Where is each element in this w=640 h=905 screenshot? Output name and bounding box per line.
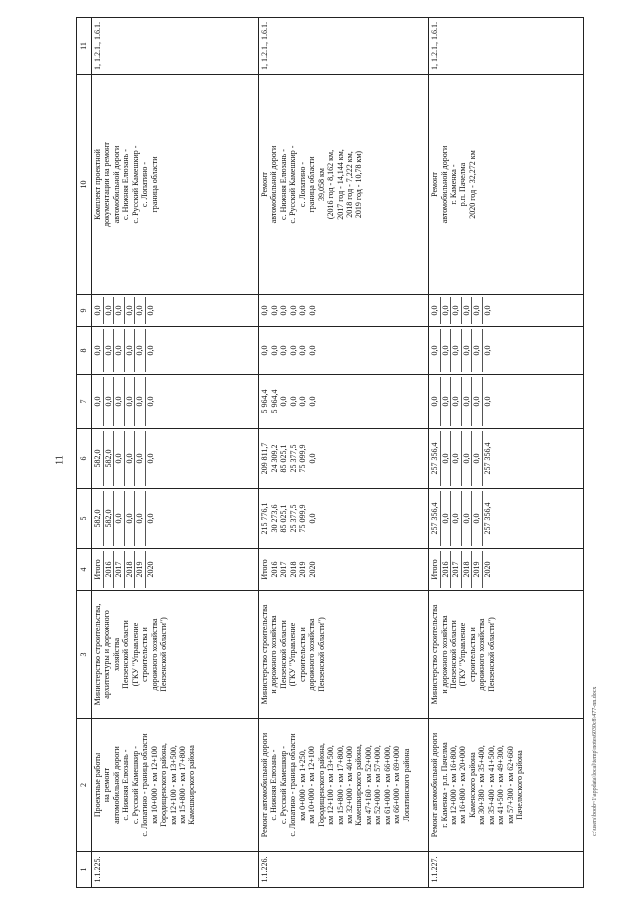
funding-value: 0,0 bbox=[462, 329, 473, 372]
funding-value: 0,0 bbox=[125, 431, 136, 486]
program-measures-table bbox=[76, 17, 584, 888]
funding-value: 0,0 bbox=[114, 377, 125, 426]
funding-value: 0,0 bbox=[472, 297, 483, 324]
funding-col5-cell bbox=[92, 489, 259, 549]
rotated-table-wrapper bbox=[76, 18, 584, 888]
funding-value: 0,0 bbox=[145, 345, 155, 356]
funding-value: 0,0 bbox=[472, 377, 483, 426]
funding-value: 0,0 bbox=[298, 396, 308, 407]
funding-value: 257 356,4 bbox=[430, 491, 441, 546]
funding-value: 0,0 bbox=[451, 329, 462, 372]
funding-col8-cell bbox=[429, 327, 584, 375]
column-number: 11 bbox=[77, 18, 92, 75]
column-number: 9 bbox=[77, 295, 92, 327]
row-id-cell bbox=[259, 852, 429, 888]
executor-cell bbox=[92, 591, 259, 719]
indicator-code: 1, 1.2.1., 1.6.1. bbox=[93, 22, 102, 70]
funding-value: 0,0 bbox=[307, 345, 317, 356]
executor-line: Пензенской области bbox=[449, 620, 459, 689]
funding-value: 75 099,9 bbox=[298, 504, 308, 533]
result-line: 39,058 км bbox=[316, 168, 326, 201]
funding-value: 0,0 bbox=[462, 431, 473, 486]
year-value: 2016 bbox=[104, 551, 115, 588]
measure-name-line: автомобильной дороги bbox=[111, 746, 121, 824]
funding-value: 0,0 bbox=[298, 345, 308, 356]
funding-value: 0,0 bbox=[441, 297, 452, 324]
executor-line: строительства и bbox=[467, 627, 477, 682]
funding-value: 0,0 bbox=[125, 377, 136, 426]
indicator-code-cell bbox=[92, 18, 259, 75]
result-line: 2017 год - 14,144 км, bbox=[335, 149, 345, 220]
funding-value: 0,0 bbox=[462, 297, 473, 324]
funding-value: 0,0 bbox=[135, 491, 146, 546]
measure-name-line: км 0+000 - км 1+250, bbox=[297, 749, 307, 821]
funding-col8-cell bbox=[92, 327, 259, 375]
funding-value: 0,0 bbox=[269, 345, 279, 356]
funding-value: 0,0 bbox=[430, 329, 441, 372]
executor-line: Министерство строительства, bbox=[93, 603, 102, 706]
year-value: 2017 bbox=[114, 551, 125, 588]
year-value: Итого bbox=[260, 559, 270, 580]
funding-value: 0,0 bbox=[135, 431, 146, 486]
funding-value: 0,0 bbox=[472, 491, 483, 546]
funding-value: 0,0 bbox=[441, 377, 452, 426]
funding-value: 0,0 bbox=[288, 305, 298, 316]
measure-name-line: Ремонт автомобильной дороги bbox=[260, 732, 270, 838]
executor-line: Пензенской области") bbox=[486, 617, 496, 692]
funding-value: 0,0 bbox=[462, 491, 473, 546]
row-id: 1.1.226. bbox=[260, 856, 270, 883]
executor-line: Министерство строительства bbox=[430, 604, 440, 705]
funding-value: 0,0 bbox=[430, 377, 441, 426]
measure-name-line: км 30+380 - км 35+400, bbox=[477, 745, 487, 825]
funding-value: 0,0 bbox=[104, 329, 115, 372]
result-line: 2020 год - 32,272 км bbox=[467, 150, 477, 219]
funding-value: 582,0 bbox=[93, 491, 104, 546]
funding-value: 0,0 bbox=[482, 305, 492, 316]
result-line: г. Каменка - bbox=[449, 164, 459, 205]
result-line: Ремонт bbox=[430, 172, 440, 197]
indicator-code-cell bbox=[259, 18, 429, 75]
funding-value: 582,0 bbox=[104, 431, 115, 486]
year-value: 2016 bbox=[441, 551, 452, 588]
funding-value: 0,0 bbox=[104, 297, 115, 324]
result-line: с. Лопатино - bbox=[297, 161, 307, 208]
measure-name-line: км 41+500 - км 49+300, bbox=[496, 745, 506, 825]
year-value: 2019 bbox=[298, 561, 308, 578]
funding-value: 257 356,4 bbox=[482, 442, 492, 475]
funding-col5-cell bbox=[259, 489, 429, 549]
funding-value: 0,0 bbox=[145, 305, 155, 316]
measure-name-line: км 16+800 - км 20+000 bbox=[458, 746, 468, 824]
year-value: 2020 bbox=[482, 561, 492, 578]
funding-col6-cell bbox=[92, 429, 259, 489]
funding-value: 0,0 bbox=[114, 297, 125, 324]
measure-name-line: км 12+100 - км 13+500, bbox=[326, 745, 336, 825]
funding-value: 0,0 bbox=[472, 329, 483, 372]
funding-col9-cell bbox=[259, 295, 429, 327]
year-value: 2019 bbox=[135, 551, 146, 588]
measure-name-line: Проектные работы bbox=[93, 752, 102, 818]
measure-name-line: на ремонт bbox=[102, 767, 112, 803]
result-line: с. Русский Камешкир - bbox=[130, 145, 140, 224]
result-line: р.п. Пачелма bbox=[458, 162, 468, 207]
funding-value: 0,0 bbox=[145, 453, 155, 464]
column-number: 2 bbox=[77, 719, 92, 852]
executor-line: и дорожного хозяйства bbox=[439, 615, 449, 694]
measure-name-line: Ремонт автомобильной дороги bbox=[430, 732, 440, 838]
measure-name-line: км 12+000 - км 16+800, bbox=[449, 745, 459, 825]
funding-value: 0,0 bbox=[135, 377, 146, 426]
funding-value: 0,0 bbox=[482, 396, 492, 407]
funding-value: 0,0 bbox=[125, 329, 136, 372]
executor-line: Пензенской области bbox=[278, 620, 288, 689]
funding-value: 0,0 bbox=[307, 453, 317, 464]
executor-line: дорожного хозяйства bbox=[149, 618, 159, 691]
measure-name-line: км 61+000 - км 66+000, bbox=[382, 745, 392, 825]
funding-value: 0,0 bbox=[307, 305, 317, 316]
funding-col7-cell bbox=[259, 375, 429, 429]
funding-col6-cell bbox=[429, 429, 584, 489]
measure-name-line: км 12+100 - км 13+500, bbox=[168, 745, 178, 825]
column-number: 7 bbox=[77, 375, 92, 429]
measure-name-cell bbox=[429, 719, 584, 852]
executor-line: Пензенской области") bbox=[316, 617, 326, 692]
year-value: 2018 bbox=[288, 561, 298, 578]
table-row bbox=[92, 18, 259, 888]
row-id: 1.1.225. bbox=[93, 856, 102, 883]
measure-name-line: км 35+400 - км 41+500, bbox=[486, 745, 496, 825]
measure-name-line: г. Каменка - р.п. Пачелма bbox=[439, 742, 449, 828]
funding-value: 25 377,5 bbox=[288, 444, 298, 473]
funding-value: 0,0 bbox=[104, 377, 115, 426]
measure-name-line: с. Русский Камешкир - bbox=[130, 746, 140, 824]
funding-value: 0,0 bbox=[114, 431, 125, 486]
year-cell bbox=[92, 549, 259, 591]
funding-value: 0,0 bbox=[135, 329, 146, 372]
measure-name-line: км 47+160 - км 52+000, bbox=[363, 745, 373, 825]
funding-value: 0,0 bbox=[93, 377, 104, 426]
year-cell bbox=[259, 549, 429, 591]
funding-value: 0,0 bbox=[307, 396, 317, 407]
funding-value: 0,0 bbox=[451, 431, 462, 486]
funding-value: 0,0 bbox=[269, 305, 279, 316]
funding-value: 0,0 bbox=[288, 345, 298, 356]
executor-line: и дорожного хозяйства bbox=[269, 615, 279, 694]
executor-line: Пензенской области") bbox=[159, 617, 169, 692]
result-line: Комплект проектной bbox=[93, 149, 102, 220]
measure-name-line: с. Нижняя Елюзань - bbox=[269, 749, 279, 821]
funding-value: 0,0 bbox=[114, 329, 125, 372]
funding-value: 25 377,5 bbox=[288, 504, 298, 533]
funding-value: 0,0 bbox=[93, 329, 104, 372]
measure-name-line: км 32+000 - км 40+000 bbox=[344, 746, 354, 824]
funding-value: 0,0 bbox=[307, 513, 317, 524]
year-cell bbox=[429, 549, 584, 591]
funding-value: 0,0 bbox=[451, 491, 462, 546]
row-id-cell bbox=[429, 852, 584, 888]
year-value: 2016 bbox=[269, 561, 279, 578]
measure-name-line: Камешкирского района, bbox=[354, 744, 364, 826]
funding-value: 0,0 bbox=[462, 377, 473, 426]
funding-col7-cell bbox=[92, 375, 259, 429]
result-line: с. Нижняя Елюзань - bbox=[278, 149, 288, 220]
funding-value: 30 273,6 bbox=[269, 504, 279, 533]
measure-name-line: Городищенского района, bbox=[316, 743, 326, 827]
result-line: с. Лопатино - bbox=[140, 161, 150, 208]
funding-value: 257 356,4 bbox=[430, 431, 441, 486]
file-path-text: c:\users\boob~1\appdata\local\temp\notes6030c8\477-nn.docx bbox=[592, 686, 598, 836]
column-number: 4 bbox=[77, 549, 92, 591]
measure-name-line: Пачелмского района bbox=[515, 750, 525, 820]
result-line: автомобильной дороги bbox=[111, 145, 121, 224]
result-line: автомобильной дороги bbox=[269, 145, 279, 224]
table-body bbox=[92, 18, 584, 888]
funding-value: 0,0 bbox=[125, 297, 136, 324]
row-id: 1.1.227. bbox=[430, 856, 440, 883]
funding-value: 0,0 bbox=[441, 491, 452, 546]
column-number: 6 bbox=[77, 429, 92, 489]
executor-cell bbox=[259, 591, 429, 719]
result-line: 2019 год - 10,78 км) bbox=[354, 150, 364, 219]
funding-col8-cell bbox=[259, 327, 429, 375]
result-line: автомобильной дороги bbox=[439, 145, 449, 224]
result-line: с. Нижняя Елюзань - bbox=[121, 149, 131, 220]
funding-value: 0,0 bbox=[451, 377, 462, 426]
funding-value: 0,0 bbox=[441, 329, 452, 372]
funding-value: 0,0 bbox=[114, 491, 125, 546]
year-value: 2020 bbox=[307, 561, 317, 578]
measure-name-line: км 57+300 - км 62+660 bbox=[505, 746, 515, 824]
executor-line: Министерство строительства bbox=[260, 604, 270, 705]
year-value: 2018 bbox=[125, 551, 136, 588]
funding-col6-cell bbox=[259, 429, 429, 489]
funding-value: 0,0 bbox=[135, 297, 146, 324]
result-line: с. Русский Камешкир - bbox=[288, 145, 298, 224]
year-value: 2018 bbox=[462, 551, 473, 588]
funding-col9-cell bbox=[429, 295, 584, 327]
year-value: Итого bbox=[430, 551, 441, 588]
executor-line: дорожного хозяйства bbox=[477, 618, 487, 691]
indicator-code: 1, 1.2.1., 1.6.1. bbox=[430, 22, 440, 70]
column-number: 10 bbox=[77, 75, 92, 295]
measure-name-line: Камешкирского района bbox=[187, 745, 197, 825]
result-line: (2016 год - 8,162 км, bbox=[326, 149, 336, 220]
result-line: Ремонт bbox=[260, 172, 270, 197]
executor-cell bbox=[429, 591, 584, 719]
measure-name-line: км 10+000 - км 12+100 bbox=[307, 746, 317, 824]
funding-col5-cell bbox=[429, 489, 584, 549]
measure-name-line: км 66+000 - км 69+000 bbox=[392, 746, 402, 824]
indicator-code: 1, 1.2.1., 1.6.1. bbox=[260, 22, 270, 70]
measure-name-line: Каменского района bbox=[467, 752, 477, 818]
funding-value: 582,0 bbox=[93, 431, 104, 486]
funding-value: 0,0 bbox=[145, 513, 155, 524]
measure-name-line: Лопатинского района bbox=[401, 748, 411, 822]
funding-value: 24 309,2 bbox=[269, 444, 279, 473]
funding-value: 85 025,1 bbox=[279, 444, 289, 473]
executor-line: архитектуры и дорожного bbox=[102, 610, 112, 699]
indicator-code-cell bbox=[429, 18, 584, 75]
column-number: 5 bbox=[77, 489, 92, 549]
measure-name-line: с. Русский Камешкир - bbox=[278, 746, 288, 824]
table-row bbox=[259, 18, 429, 888]
page-number-text: 11 bbox=[54, 455, 66, 465]
result-line: граница области bbox=[307, 156, 317, 213]
funding-value: 0,0 bbox=[260, 345, 270, 356]
measure-name-cell bbox=[92, 719, 259, 852]
year-value: 2017 bbox=[279, 561, 289, 578]
funding-value: 5 964,4 bbox=[260, 389, 270, 414]
funding-value: 85 025,1 bbox=[279, 504, 289, 533]
funding-value: 0,0 bbox=[288, 396, 298, 407]
result-cell bbox=[259, 75, 429, 295]
executor-line: дорожного хозяйства bbox=[307, 618, 317, 691]
funding-value: 0,0 bbox=[482, 345, 492, 356]
measure-name-line: км 15+800 - км 17+800, bbox=[335, 745, 345, 825]
funding-value: 0,0 bbox=[279, 396, 289, 407]
result-line: 2018 год - 7,222 км, bbox=[344, 151, 354, 218]
executor-line: строительства и bbox=[140, 627, 150, 682]
column-number: 3 bbox=[77, 591, 92, 719]
executor-line: (ГКУ "Управление bbox=[288, 622, 298, 687]
result-line: документации на ремонт bbox=[102, 142, 112, 227]
year-value: 2017 bbox=[451, 551, 462, 588]
column-number-row bbox=[77, 18, 92, 888]
funding-value: 0,0 bbox=[145, 396, 155, 407]
year-value: 2019 bbox=[472, 551, 483, 588]
executor-line: хозяйства bbox=[111, 637, 121, 672]
funding-value: 0,0 bbox=[430, 297, 441, 324]
funding-col7-cell bbox=[429, 375, 584, 429]
year-value: 2020 bbox=[145, 561, 155, 578]
funding-value: 0,0 bbox=[451, 297, 462, 324]
executor-line: (ГКУ "Управление bbox=[130, 622, 140, 687]
funding-value: 75 099,9 bbox=[298, 444, 308, 473]
table-row bbox=[429, 18, 584, 888]
column-number: 8 bbox=[77, 327, 92, 375]
executor-line: строительства и bbox=[297, 627, 307, 682]
funding-value: 0,0 bbox=[472, 431, 483, 486]
funding-value: 0,0 bbox=[93, 297, 104, 324]
measure-name-line: Городищенского района, bbox=[159, 743, 169, 827]
funding-col9-cell bbox=[92, 295, 259, 327]
funding-value: 209 811,7 bbox=[260, 442, 270, 475]
executor-line: Пензенской области bbox=[121, 620, 131, 689]
measure-name-line: с. Лопатино - граница области bbox=[288, 733, 298, 837]
funding-value: 0,0 bbox=[125, 491, 136, 546]
funding-value: 215 776,1 bbox=[260, 502, 270, 535]
measure-name-line: км 15+800 - км 17+800 bbox=[177, 746, 187, 824]
measure-name-line: с. Лопатино - граница области bbox=[140, 733, 150, 837]
year-value: Итого bbox=[93, 551, 104, 588]
funding-value: 582,0 bbox=[104, 491, 115, 546]
measure-name-cell bbox=[259, 719, 429, 852]
executor-line: (ГКУ "Управление bbox=[458, 622, 468, 687]
funding-value: 0,0 bbox=[298, 305, 308, 316]
result-line: граница области bbox=[149, 156, 159, 213]
result-cell bbox=[429, 75, 584, 295]
measure-name-line: км 52+000 - км 57+000, bbox=[373, 745, 383, 825]
funding-value: 0,0 bbox=[279, 345, 289, 356]
measure-name-line: с. Нижняя Елюзань - bbox=[121, 749, 131, 821]
result-cell bbox=[92, 75, 259, 295]
funding-value: 0,0 bbox=[279, 305, 289, 316]
funding-value: 5 964,4 bbox=[269, 389, 279, 414]
measure-name-line: км 10+000 - км 12+100 bbox=[149, 746, 159, 824]
funding-value: 0,0 bbox=[260, 305, 270, 316]
funding-value: 0,0 bbox=[441, 431, 452, 486]
row-id-cell bbox=[92, 852, 259, 888]
column-number: 1 bbox=[77, 852, 92, 888]
funding-value: 257 356,4 bbox=[482, 502, 492, 535]
